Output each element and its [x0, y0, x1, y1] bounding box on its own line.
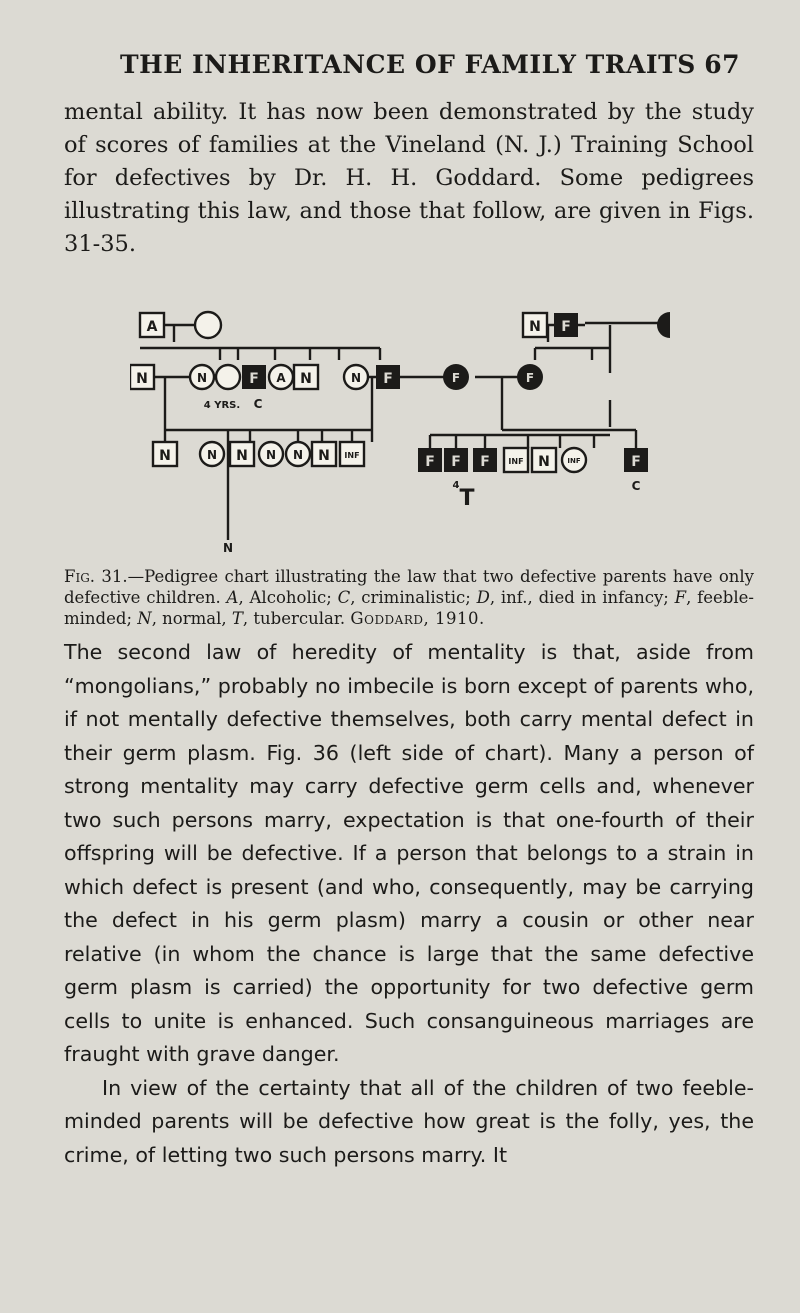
legend-def-a: , Alcoholic; — [238, 588, 338, 607]
svg-text:F: F — [525, 371, 535, 385]
legend-key-t: T — [231, 609, 243, 628]
svg-text:A: A — [146, 319, 158, 335]
legend-def-t: , tubercular. — [242, 609, 351, 628]
square-normal-male — [153, 442, 177, 466]
svg-text:INF: INF — [344, 451, 360, 460]
square-feeble-minded-male — [624, 448, 648, 472]
svg-text:N: N — [318, 448, 330, 464]
circle-normal-female — [200, 442, 224, 466]
circle-female — [195, 312, 221, 338]
intro-paragraph: mental ability. It has now been demonstrated by the study of scores of families at the Vineland (N. J.) Training School for defectives by Dr. H. H. Goddard. Some pedigrees illustrating this law, and those that follow, are given in Figs. 31-35. — [64, 99, 754, 257]
svg-text:N: N — [159, 448, 171, 464]
age-note: 4 YRS. — [203, 400, 241, 411]
square-normal-male — [294, 365, 318, 389]
square-feeble-minded-male — [444, 448, 468, 472]
square-feeble-minded-male — [376, 365, 400, 389]
svg-text:N: N — [529, 319, 541, 335]
normal-note: N — [222, 541, 234, 555]
svg-text:INF: INF — [567, 457, 581, 465]
pedigree-chart — [130, 300, 670, 562]
running-header — [120, 50, 740, 79]
legend-key-a: A — [226, 588, 239, 607]
svg-text:N: N — [265, 448, 277, 462]
figure-label: Fig. 31. — [64, 567, 128, 586]
caption-credit: Goddard, 1910. — [350, 609, 485, 628]
caption-text: —Pedigree chart illustrating the law that two defective parents have only defective children. — [64, 567, 754, 607]
legend-def-d: , inf., died in infancy; — [489, 588, 675, 607]
svg-text:F: F — [383, 371, 393, 387]
legend-key-f: F — [674, 588, 687, 607]
square-feeble-minded-male — [473, 448, 497, 472]
circle-feeble-minded-female — [517, 364, 543, 390]
square-tubercular-male — [504, 448, 528, 472]
svg-text:N: N — [196, 371, 208, 385]
square-normal-male — [230, 442, 254, 466]
svg-text:N: N — [292, 448, 304, 462]
circle-normal-female — [259, 442, 283, 466]
legend-def-f: , feeble-minded; — [64, 588, 754, 628]
circle-female — [216, 365, 240, 389]
body-text — [64, 636, 754, 1172]
circle-infant-death-female — [562, 448, 586, 472]
svg-text:F: F — [631, 454, 641, 470]
svg-text:N: N — [538, 454, 550, 470]
figure-caption — [64, 566, 754, 629]
square-infant-death-male — [340, 442, 364, 466]
square-feeble-minded-male — [418, 448, 442, 472]
svg-text:F: F — [480, 454, 490, 470]
square-alcoholic-male — [140, 313, 164, 337]
square-normal-male — [312, 442, 336, 466]
svg-text:A: A — [276, 371, 286, 385]
body-paragraph: The second law of heredity of mentality is that, aside from “mongolians,” probably no imbecile is born except of parents who, if not mentally defective themselves, both carry mental defect in their germ plasm. Fig. 36 (left side of chart). Many a person of strong mentality may carry defective germ cells and, whenever two such persons marry, expectation is that one-fourth of their offspring will be defective. If a person that belongs to a strain in which defect is present (and who, consequently, may be carrying the defect in his germ plasm) marry a cousin or other near relative (in whom the chance is large that the same defective germ plasm is carried) the opportunity for two defective germ cells to unite is enhanced. Such consanguineous marriages are fraught with grave danger. — [64, 640, 754, 1066]
svg-text:N: N — [300, 371, 312, 387]
svg-text:N: N — [136, 371, 148, 387]
svg-text:N: N — [206, 448, 218, 462]
square-normal-male — [130, 365, 154, 389]
square-normal-male — [532, 448, 556, 472]
page-header-title: THE INHERITANCE OF FAMILY TRAITS — [120, 50, 696, 79]
square-feeble-minded-male — [242, 365, 266, 389]
criminalistic-note: C — [631, 479, 641, 493]
legend-key-c: C — [337, 588, 351, 607]
circle-normal-female — [190, 365, 214, 389]
tubercular-note: T — [459, 486, 475, 511]
svg-text:INF: INF — [508, 457, 524, 466]
svg-text:N: N — [236, 448, 248, 464]
svg-text:F: F — [561, 319, 571, 335]
age-note: 4 — [452, 480, 460, 491]
svg-text:F: F — [451, 454, 461, 470]
page-number: 67 — [704, 50, 740, 79]
svg-text:F: F — [451, 371, 461, 385]
circle-alcoholic-female — [269, 365, 293, 389]
circle-normal-female — [344, 365, 368, 389]
legend-key-n: N — [137, 609, 152, 628]
legend-def-n: , normal, — [151, 609, 232, 628]
svg-text:F: F — [249, 371, 259, 387]
svg-text:F: F — [425, 454, 435, 470]
body-paragraph: In view of the certainty that all of the children of two feeble-minded parents will be defective how great is the folly, yes, the crime, of letting two such persons marry. It — [64, 1075, 754, 1167]
legend-key-d: D — [476, 588, 490, 607]
square-normal-male — [523, 313, 547, 337]
circle-feeble-minded-female — [657, 312, 670, 338]
svg-text:N: N — [350, 371, 362, 385]
square-feeble-minded-male — [554, 313, 578, 337]
legend-def-c: , criminalistic; — [350, 588, 477, 607]
circle-normal-female — [286, 442, 310, 466]
criminalistic-note: C — [253, 397, 263, 411]
circle-feeble-minded-female — [443, 364, 469, 390]
